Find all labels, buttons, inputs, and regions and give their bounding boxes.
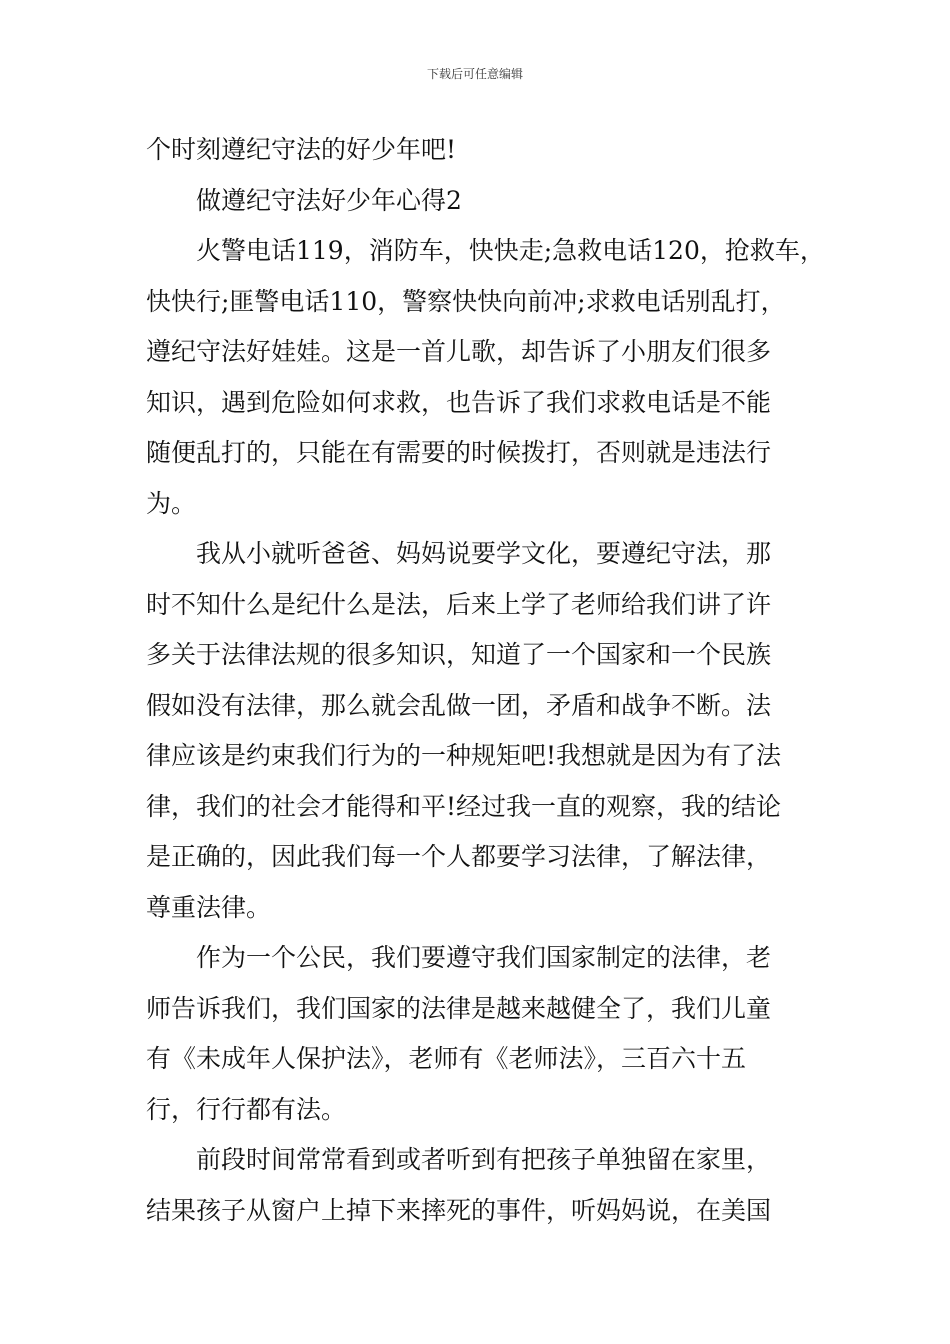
paragraph-3-line-4: 行，行行都有法。 — [146, 1094, 347, 1124]
paragraph-1-line-6: 为。 — [146, 488, 197, 518]
section-title: 做遵纪守法好少年心得2 — [196, 185, 462, 215]
paragraph-2-line-5: 律应该是约束我们行为的一种规矩吧!我想就是因为有了法 — [146, 741, 782, 770]
paragraph-3-line-3: 有《未成年人保护法》，老师有《老师法》，三百六十五 — [146, 1044, 747, 1073]
paragraph-2-line-4: 假如没有法律，那么就会乱做一团，矛盾和战争不断。法 — [146, 690, 772, 720]
paragraph-2-line-2: 时不知什么是纪什么是法，后来上学了老师给我们讲了许 — [146, 589, 772, 619]
document-body — [146, 125, 832, 1236]
paragraph-1-line-5: 随便乱打的，只能在有需要的时候拨打，否则就是违法行 — [146, 438, 772, 467]
paragraph-4-line-1: 前段时间常常看到或者听到有把孩子单独留在家里， — [196, 1145, 772, 1174]
paragraph-1-line-2: 快快行;匪警电话110，警察快快向前冲;求救电话别乱打， — [146, 286, 786, 316]
paragraph-2-line-3: 多关于法律法规的很多知识，知道了一个国家和一个民族 — [146, 640, 772, 669]
paragraph-2-line-7: 是正确的，因此我们每一个人都要学习法律，了解法律， — [146, 842, 772, 871]
paragraph-3-line-1: 作为一个公民，我们要遵守我们国家制定的法律，老 — [196, 943, 772, 972]
text-line: 个时刻遵纪守法的好少年吧! — [146, 135, 457, 164]
paragraph-1-line-1: 火警电话119，消防车，快快走;急救电话120，抢救车， — [196, 236, 825, 265]
paragraph-2-line-8: 尊重法律。 — [146, 892, 272, 922]
paragraph-2-line-6: 律，我们的社会才能得和平!经过我一直的观察，我的结论 — [146, 791, 782, 821]
paragraph-1-line-3: 遵纪守法好娃娃。这是一首儿歌，却告诉了小朋友们很多 — [146, 337, 772, 366]
paragraph-3-line-2: 师告诉我们，我们国家的法律是越来越健全了，我们儿童 — [146, 993, 772, 1023]
page-header: 下载后可任意编辑 — [426, 67, 523, 81]
paragraph-4-line-2: 结果孩子从窗户上掉下来摔死的事件，听妈妈说，在美国 — [146, 1195, 772, 1225]
paragraph-2-line-1: 我从小就听爸爸、妈妈说要学文化，要遵纪守法，那 — [196, 539, 772, 568]
paragraph-1-line-4: 知识，遇到危险如何求救，也告诉了我们求救电话是不能 — [146, 387, 772, 417]
